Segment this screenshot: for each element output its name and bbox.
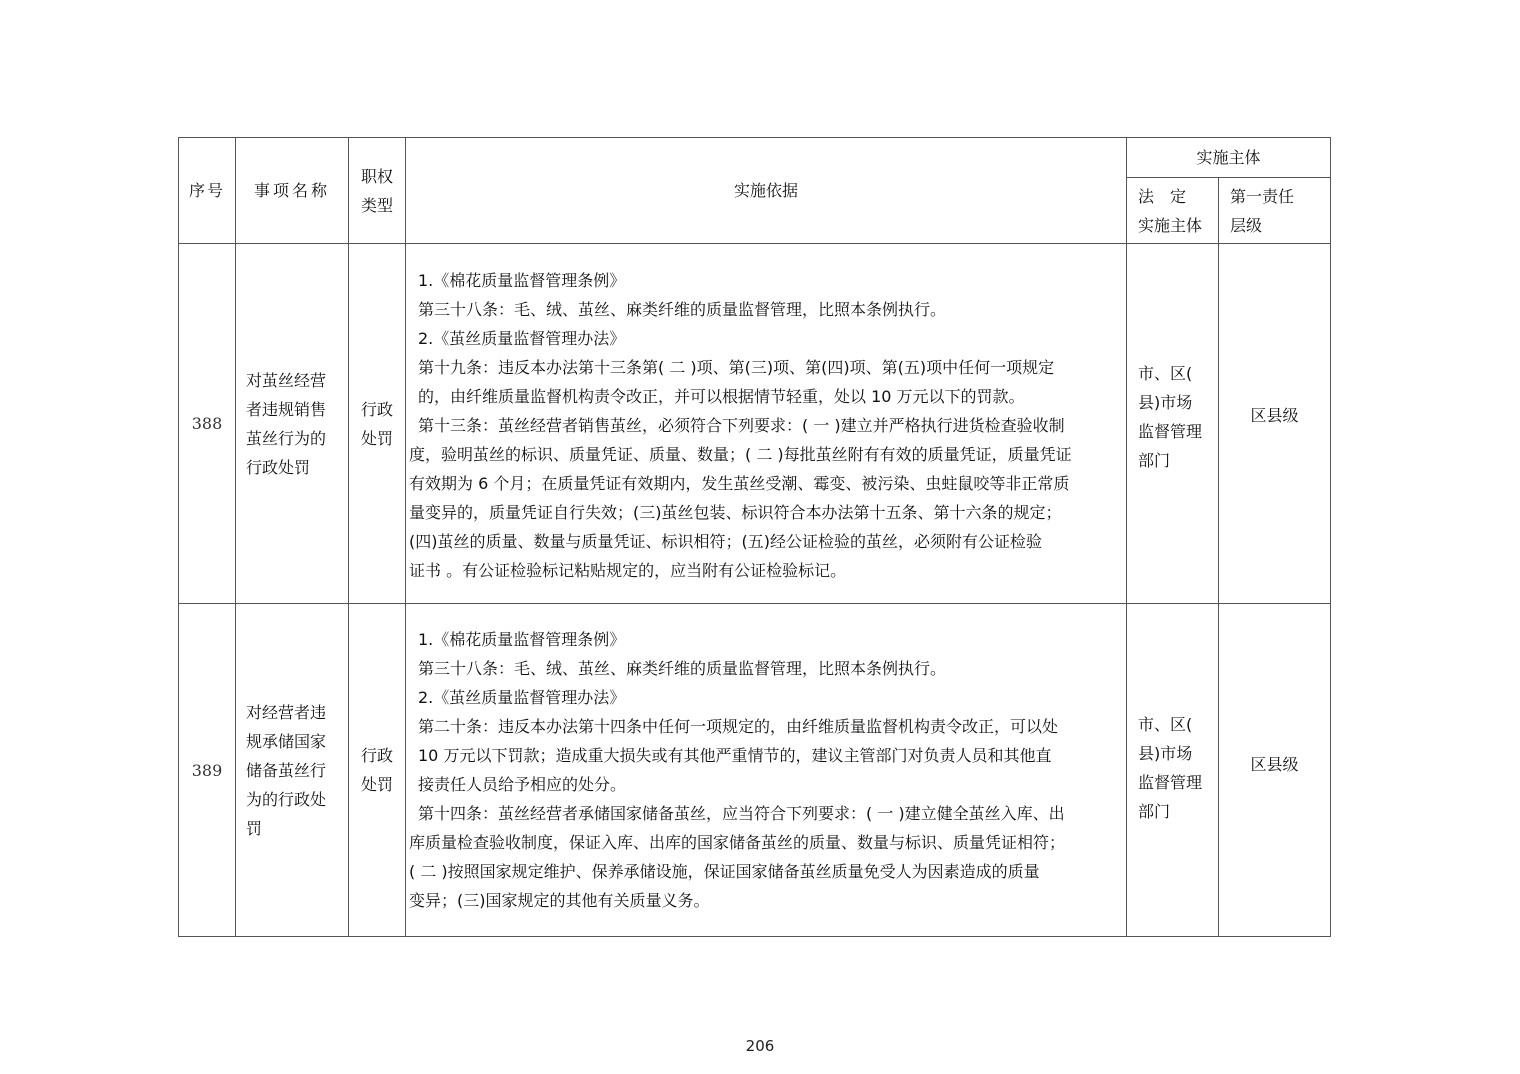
- row-legal-subject-line: 监督管理: [1138, 421, 1203, 441]
- row-seq: 388: [179, 244, 236, 604]
- header-level-line2: 层级: [1230, 215, 1263, 235]
- row-basis: [406, 244, 1127, 604]
- basis-line: 10 万元以下罚款；造成重大损失或有其他严重情节的，建议主管部门对负责人员和其他直: [418, 746, 1052, 765]
- row-authority-type: [349, 604, 406, 937]
- table-row: [179, 244, 1331, 604]
- header-seq: 序号: [179, 138, 236, 244]
- row-seq: 389: [179, 604, 236, 937]
- header-legal-subject-line1: 法 定: [1138, 186, 1187, 206]
- row-item-name-line: 对茧丝经营: [246, 370, 327, 390]
- basis-line: 量变异的，质量凭证自行失效；(三)茧丝包装、标识符合本办法第十五条、第十六条的规定；: [409, 503, 1062, 522]
- header-item-name: 事项名称: [236, 138, 349, 244]
- regulation-table: [178, 137, 1331, 937]
- basis-line: 2.《茧丝质量监督管理办法》: [418, 329, 626, 348]
- header-level-line1: 第一责任: [1230, 186, 1295, 206]
- page-number: 206: [745, 1037, 775, 1055]
- header-legal-subject: [1127, 178, 1219, 244]
- row-authority-type-line: 行政: [360, 399, 393, 419]
- basis-line: 第十九条：违反本办法第十三条第( 二 )项、第(三)项、第(四)项、第(五)项中任何一项规定: [418, 358, 1055, 377]
- row-legal-subject-line: 县)市场: [1138, 392, 1193, 412]
- basis-line: 第三十八条：毛、绒、茧丝、麻类纤维的质量监督管理，比照本条例执行。: [418, 300, 947, 319]
- row-authority-type-line: 行政: [360, 746, 393, 765]
- row-basis: [406, 604, 1127, 937]
- header-row-1: [179, 138, 1331, 178]
- row-item-name-line: 茧丝行为的: [246, 428, 327, 448]
- basis-line: 1.《棉花质量监督管理条例》: [418, 271, 626, 290]
- basis-line: (四)茧丝的质量、数量与质量凭证、标识相符；(五)经公证检验的茧丝，必须附有公证检验: [409, 532, 1042, 551]
- row-level-text: 区县级: [1250, 754, 1299, 774]
- row-authority-type: [349, 244, 406, 604]
- row-legal-subject-line: 监督管理: [1138, 773, 1203, 792]
- row-legal-subject: [1127, 604, 1219, 937]
- table-row: [179, 604, 1331, 937]
- basis-line: 2.《茧丝质量监督管理办法》: [418, 688, 626, 707]
- row-item-name-line: 行政处罚: [246, 457, 311, 477]
- basis-line: 变异；(三)国家规定的其他有关质量义务。: [409, 891, 710, 910]
- row-item-name-line: 对经营者违: [246, 702, 327, 722]
- basis-line: 证书 。有公证检验标记粘贴规定的，应当附有公证检验标记。: [409, 561, 847, 580]
- row-item-name-line: 罚: [246, 818, 263, 838]
- basis-line: 库质量检查验收制度，保证入库、出库的国家储备茧丝的质量、数量与标识、质量凭证相符；: [409, 833, 1066, 852]
- basis-line: 度，验明茧丝的标识、质量凭证、质量、数量；( 二 )每批茧丝附有有效的质量凭证，质量凭证: [409, 445, 1072, 464]
- basis-line: 有效期为 6 个月；在质量凭证有效期内，发生茧丝受潮、霉变、被污染、虫蛀鼠咬等非正常质: [409, 474, 1070, 493]
- row-level-text: 区县级: [1250, 406, 1299, 425]
- row-legal-subject: [1127, 244, 1219, 604]
- row-responsibility-level: [1219, 604, 1331, 937]
- row-authority-type-line: 处罚: [360, 428, 393, 448]
- basis-line: 的，由纤维质量监督机构责令改正，并可以根据情节轻重，处以 10 万元以下的罚款。: [418, 387, 1025, 406]
- basis-line: 1.《棉花质量监督管理条例》: [418, 630, 626, 649]
- row-responsibility-level: [1219, 244, 1331, 604]
- basis-line: 第二十条：违反本办法第十四条中任何一项规定的，由纤维质量监督机构责令改正，可以处: [418, 717, 1059, 736]
- row-item-name-line: 者违规销售: [246, 399, 327, 419]
- basis-line: 第三十八条：毛、绒、茧丝、麻类纤维的质量监督管理，比照本条例执行。: [418, 659, 947, 678]
- header-basis: 实施依据: [406, 138, 1127, 244]
- row-legal-subject-line: 部门: [1138, 802, 1171, 821]
- row-legal-subject-line: 部门: [1138, 450, 1171, 470]
- row-item-name: [236, 244, 349, 604]
- row-item-name-line: 储备茧丝行: [246, 760, 327, 780]
- basis-line: ( 二 )按照国家规定维护、保养承储设施，保证国家储备茧丝质量免受人为因素造成的质量: [409, 862, 1040, 881]
- row-item-name: [236, 604, 349, 937]
- row-authority-type-line: 处罚: [360, 775, 393, 794]
- header-subject: 实施主体: [1127, 138, 1331, 178]
- basis-line: 接责任人员给予相应的处分。: [418, 775, 627, 794]
- row-item-name-line: 为的行政处: [246, 789, 327, 809]
- header-legal-subject-line2: 实施主体: [1138, 215, 1203, 235]
- row-legal-subject-line: 县)市场: [1138, 744, 1193, 763]
- row-legal-subject-line: 市、区(: [1138, 363, 1193, 383]
- row-legal-subject-line: 市、区(: [1138, 715, 1193, 734]
- row-item-name-line: 规承储国家: [246, 731, 327, 751]
- basis-line: 第十三条：茧丝经营者销售茧丝，必须符合下列要求：( 一 )建立并严格执行进货检查验收制: [418, 416, 1065, 435]
- header-authority-type-line1: 职权: [360, 166, 393, 186]
- basis-line: 第十四条：茧丝经营者承储国家储备茧丝，应当符合下列要求：( 一 )建立健全茧丝入库、出: [418, 804, 1065, 823]
- header-authority-type-line2: 类型: [360, 195, 393, 215]
- header-authority-type: [349, 138, 406, 244]
- header-responsibility-level: [1219, 178, 1331, 244]
